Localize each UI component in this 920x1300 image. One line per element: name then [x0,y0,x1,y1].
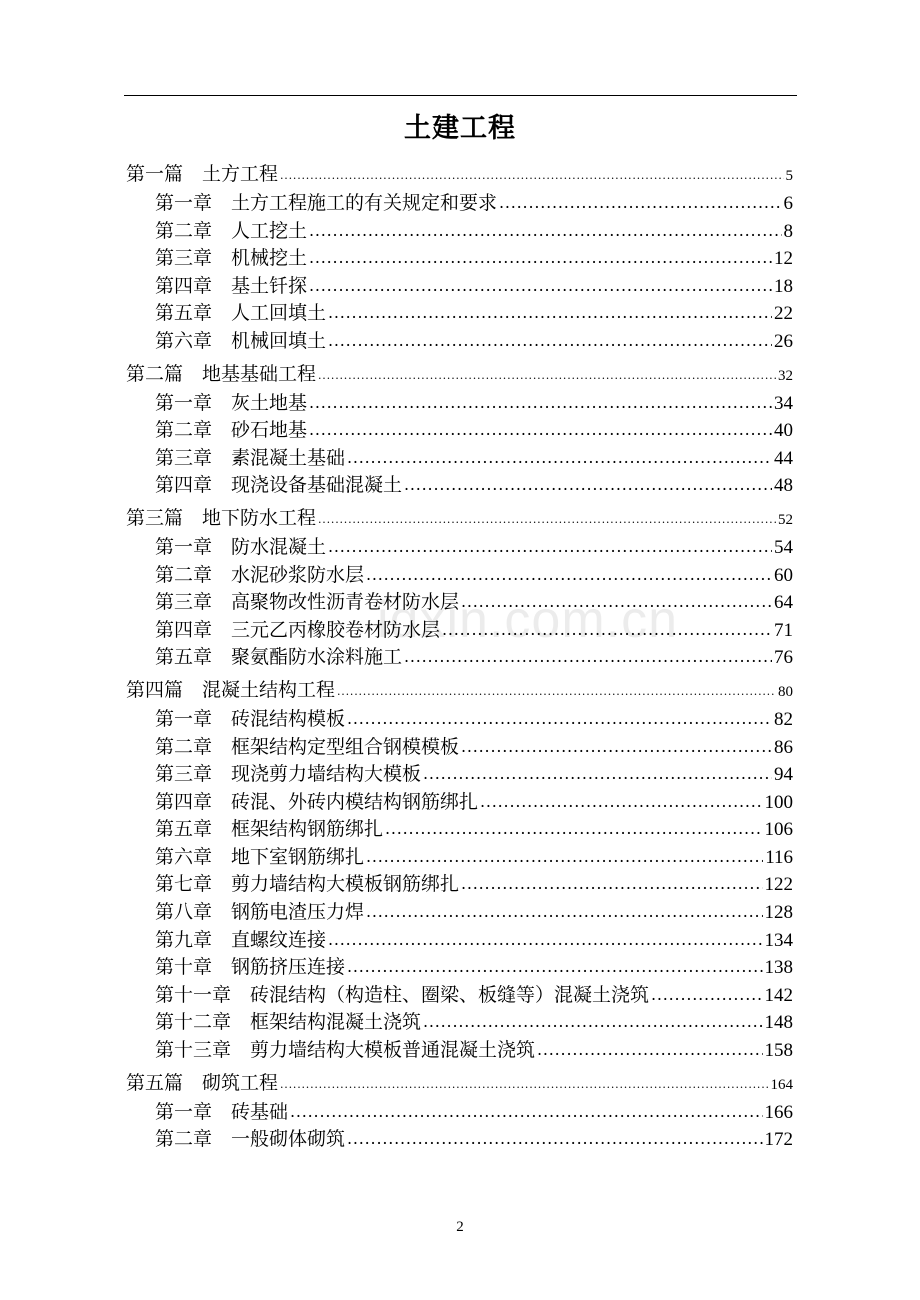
dot-leader [461,870,762,898]
chapter-title: 第三章 机械挖土 [155,247,308,270]
dot-leader [328,926,762,954]
chapter-title: 第二章 人工挖土 [155,219,308,242]
dot-leader [290,1098,762,1126]
chapter-title: 第二章 水泥砂浆防水层 [155,563,365,586]
part-page-number: 80 [778,683,793,700]
part-title: 第四篇 混凝土结构工程 [126,678,336,701]
dot-leader [318,504,776,535]
chapter-title: 第二章 框架结构定型组合钢模模板 [155,735,460,758]
chapter-title: 第三章 素混凝土基础 [155,446,346,469]
chapter-title: 第十三章 剪力墙结构大模板普通混凝土浇筑 [155,1039,536,1062]
watermark: idxin.com.cn [377,591,678,649]
chapter-title: 第九章 直螺纹连接 [155,928,327,951]
chapter-page-number: 48 [774,475,793,497]
chapter-page-number: 142 [764,984,793,1006]
dot-leader [461,733,772,761]
chapter-title: 第四章 三元乙丙橡胶卷材防水层 [155,618,441,641]
dot-leader [318,360,776,391]
toc-chapter-entry[interactable] [126,1009,793,1037]
chapter-title: 第五章 聚氨酯防水涂料施工 [155,646,403,669]
toc-chapter-entry[interactable] [126,472,793,500]
chapter-title: 第一章 土方工程施工的有关规定和要求 [155,192,498,214]
toc-chapter-entry[interactable] [126,562,793,590]
dot-leader [337,676,776,707]
chapter-title: 第十一章 砖混结构（构造柱、圈梁、板缝等）混凝土浇筑 [155,983,650,1006]
chapter-title: 第三章 高聚物改性沥青卷材防水层 [155,591,460,614]
dot-leader [366,898,762,926]
dot-leader [404,471,772,499]
dot-leader [309,389,772,417]
part-page-number: 32 [778,367,793,384]
toc-chapter-entry[interactable] [126,789,793,817]
chapter-page-number: 44 [774,447,793,469]
toc-part-entry[interactable] [126,359,793,390]
toc-chapter-entry[interactable] [126,445,793,473]
dot-leader [423,760,772,788]
toc-chapter-entry[interactable] [126,927,793,955]
chapter-title: 第五章 框架结构钢筋绑扎 [155,818,384,841]
chapter-title: 第七章 剪力墙结构大模板钢筋绑扎 [155,873,460,896]
dot-leader [280,1069,768,1100]
page-title: 土建工程 [404,113,516,144]
toc-chapter-entry[interactable] [126,899,793,927]
chapter-title: 第十二章 框架结构混凝土浇筑 [155,1011,422,1034]
dot-leader [347,1125,762,1153]
dot-leader [537,1036,762,1064]
chapter-title: 第八章 钢筋电渣压力焊 [155,901,365,924]
chapter-title: 第二章 砂石地基 [155,419,308,442]
dot-leader [328,299,772,327]
table-of-contents [126,159,793,1154]
chapter-title: 第一章 砖混结构模板 [155,707,346,730]
chapter-page-number: 158 [764,1040,793,1062]
toc-chapter-entry[interactable] [126,1126,793,1154]
chapter-page-number: 100 [764,791,793,813]
toc-chapter-entry[interactable] [126,844,793,872]
chapter-page-number: 76 [774,647,793,669]
chapter-page-number: 94 [774,764,793,786]
chapter-page-number: 106 [764,819,793,841]
chapter-title: 第四章 现浇设备基础混凝土 [155,474,403,497]
part-page-number: 5 [785,168,793,184]
dot-leader [328,533,772,561]
chapter-page-number: 116 [765,846,793,868]
part-page-number: 52 [778,511,793,528]
dot-leader [347,444,772,472]
chapter-title: 第一章 灰土地基 [155,391,308,414]
toc-chapter-entry[interactable] [126,417,793,445]
chapter-title: 第一章 砖基础 [155,1100,289,1123]
dot-leader [385,815,762,843]
part-title: 第五篇 砌筑工程 [126,1071,279,1094]
chapter-page-number: 22 [774,303,793,325]
dot-leader [366,843,763,871]
chapter-page-number: 138 [764,957,793,979]
toc-chapter-entry[interactable] [126,534,793,562]
toc-chapter-entry[interactable] [126,954,793,982]
toc-chapter-entry[interactable] [126,816,793,844]
toc-chapter-entry[interactable] [126,190,793,218]
dot-leader [309,244,772,272]
chapter-page-number: 8 [783,220,793,242]
toc-part-entry[interactable] [126,503,793,534]
dot-leader [499,189,781,217]
dot-leader [347,953,762,981]
dot-leader [328,327,772,355]
chapter-page-number: 40 [774,420,793,442]
toc-chapter-entry[interactable] [126,390,793,418]
toc-chapter-entry[interactable] [126,871,793,899]
dot-leader [423,1008,762,1036]
toc-chapter-entry[interactable] [126,1099,793,1127]
chapter-title: 第四章 基土钎探 [155,274,308,297]
dot-leader [347,705,772,733]
chapter-page-number: 12 [774,248,793,270]
chapter-page-number: 54 [774,536,793,558]
toc-chapter-entry[interactable] [126,734,793,762]
footer-page-number: 2 [456,1219,464,1235]
dot-leader [651,981,762,1009]
toc-chapter-entry[interactable] [126,1037,793,1065]
chapter-page-number: 34 [774,392,793,414]
chapter-page-number: 122 [764,874,793,896]
part-title: 第二篇 地基基础工程 [126,362,317,385]
chapter-page-number: 26 [774,330,793,352]
toc-chapter-entry[interactable] [126,706,793,734]
chapter-title: 第六章 机械回填土 [155,329,327,352]
chapter-title: 第二章 一般砌体砌筑 [155,1128,346,1151]
chapter-page-number: 166 [764,1101,793,1123]
chapter-title: 第四章 砖混、外砖内模结构钢筋绑扎 [155,790,479,813]
dot-leader [309,272,772,300]
chapter-title: 第十章 钢筋挤压连接 [155,956,346,979]
toc-chapter-entry[interactable] [126,982,793,1010]
dot-leader [366,561,772,589]
toc-chapter-entry[interactable] [126,218,793,246]
chapter-page-number: 148 [764,1012,793,1034]
chapter-title: 第六章 地下室钢筋绑扎 [155,845,365,868]
chapter-title: 第三章 现浇剪力墙结构大模板 [155,763,422,786]
toc-chapter-entry[interactable] [126,300,793,328]
chapter-page-number: 172 [764,1129,793,1151]
toc-chapter-entry[interactable] [126,273,793,301]
toc-chapter-entry[interactable] [126,761,793,789]
toc-chapter-entry[interactable] [126,245,793,273]
part-title: 第三篇 地下防水工程 [126,506,317,529]
chapter-page-number: 82 [774,708,793,730]
chapter-title: 第五章 人工回填土 [155,302,327,325]
dot-leader [280,160,783,191]
dot-leader [309,217,781,245]
toc-chapter-entry[interactable] [126,328,793,356]
part-title: 第一篇 土方工程 [126,163,279,185]
chapter-page-number: 128 [764,902,793,924]
chapter-title: 第一章 防水混凝土 [155,535,327,558]
chapter-page-number: 6 [783,193,793,214]
chapter-page-number: 18 [774,275,793,297]
toc-part-entry[interactable] [126,675,793,706]
chapter-page-number: 134 [764,929,793,951]
toc-part-entry[interactable] [126,1068,793,1099]
dot-leader [480,788,762,816]
toc-part-entry[interactable] [126,159,793,190]
dot-leader [309,416,772,444]
part-page-number: 164 [770,1076,793,1093]
chapter-page-number: 64 [774,592,793,614]
chapter-page-number: 60 [774,564,793,586]
chapter-page-number: 86 [774,736,793,758]
header-rule [124,95,797,96]
chapter-page-number: 71 [774,619,793,641]
